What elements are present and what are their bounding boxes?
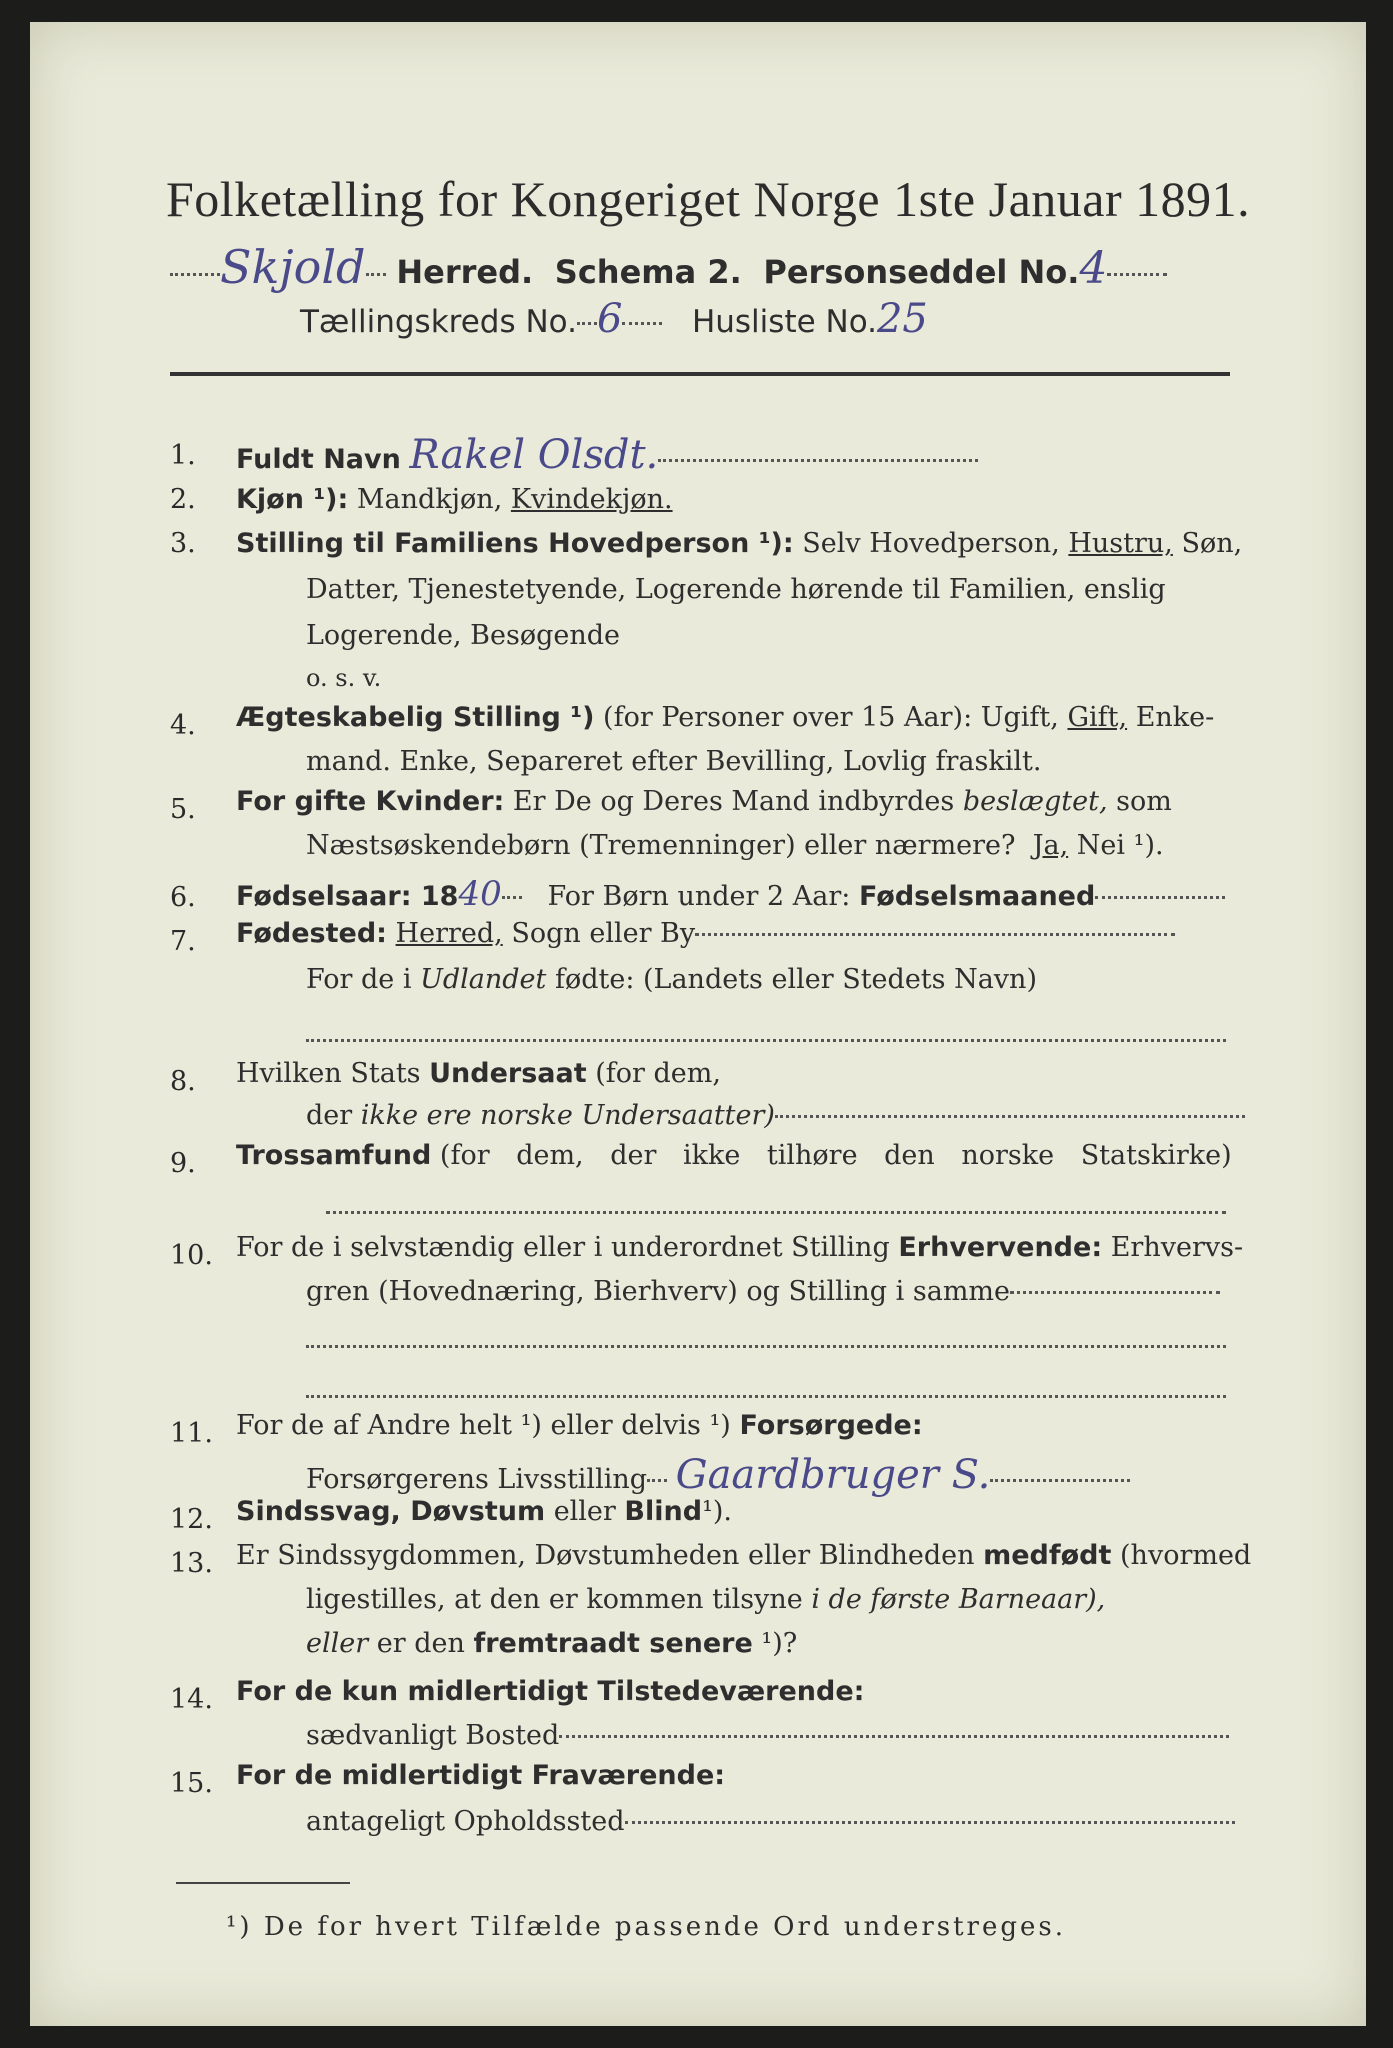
item-text: som	[1116, 786, 1172, 817]
item-line-undersaatter	[306, 1100, 1245, 1131]
item-text-italic: ikke ere norske Undersaatter)	[360, 1100, 775, 1131]
dotted-leader	[306, 1039, 1226, 1042]
item-label: Forsørgede:	[739, 1410, 923, 1441]
item-number: 11.	[170, 1418, 213, 1449]
dotted-leader	[775, 1115, 1245, 1118]
item-text: Erhvervs-	[1110, 1232, 1244, 1263]
item-label: Stilling til Familiens Hovedperson ¹):	[236, 528, 794, 559]
kreds-label: Tællingskreds No.	[300, 304, 577, 340]
birth-year-value: 40	[458, 874, 502, 914]
name-value: Rakel Olsdt.	[409, 432, 659, 478]
item-text: fødte: (Landets eller Stedets Navn)	[554, 964, 1037, 995]
item-fodested	[236, 918, 1175, 949]
item-text: (for dem, der ikke tilhøre den norske Statskirke)	[439, 1140, 1232, 1171]
item-number: 7.	[170, 926, 196, 957]
item-line: antageligt Opholdssted	[306, 1806, 625, 1837]
item-number: 15.	[170, 1768, 213, 1799]
item-label: Fødselsmaaned	[858, 881, 1096, 912]
dotted-leader	[1010, 1291, 1220, 1294]
schema-label: Schema 2.	[554, 253, 742, 291]
header-line-kreds	[300, 296, 928, 342]
item-label: Kjøn ¹):	[236, 484, 349, 515]
item-text-italic: eller	[306, 1628, 369, 1659]
header-divider	[170, 372, 1230, 376]
dotted-leader	[647, 1479, 667, 1482]
footnote-divider	[176, 1882, 350, 1884]
item-number: 5.	[170, 794, 196, 825]
blank-line	[306, 1330, 1226, 1361]
item-tilstedevaerende	[236, 1676, 864, 1707]
blank-line	[306, 1024, 1226, 1055]
item-text: Hvilken Stats	[236, 1058, 421, 1089]
item-text: ligestilles, at den er kommen tilsyne	[306, 1584, 803, 1615]
kreds-value: 6	[596, 296, 623, 342]
item-number: 13.	[170, 1548, 213, 1579]
item-line-udlandet	[306, 964, 1037, 995]
dotted-leader	[306, 1395, 1226, 1398]
item-undersaat	[236, 1058, 721, 1089]
item-text: (for dem,	[595, 1058, 721, 1089]
item-text: er den	[376, 1628, 465, 1659]
underlined-choice: Herred,	[395, 918, 503, 949]
item-stilling	[236, 528, 1242, 559]
personseddel-label: Personseddel No.	[763, 253, 1080, 291]
herred-value: Skjold	[220, 240, 366, 294]
underlined-choice: Gift,	[1067, 702, 1128, 733]
item-number: 12.	[170, 1504, 213, 1535]
item-label: Sindssvag, Døvstum	[236, 1496, 546, 1527]
item-number: 6.	[170, 882, 196, 913]
item-label: Ægteskabelig Stilling ¹)	[236, 702, 595, 733]
item-sindssvag	[236, 1496, 732, 1527]
dotted-leader	[559, 1735, 1229, 1738]
item-fravaerende	[236, 1760, 725, 1791]
footnote: ¹) De for hvert Tilfælde passende Ord understreges.	[226, 1912, 1067, 1942]
item-text: Sogn eller By	[511, 918, 696, 949]
item-line: mand. Enke, Separeret efter Bevilling, Lovlig fraskilt.	[306, 746, 1042, 777]
item-number: 4.	[170, 710, 196, 741]
item-line: gren (Hovednæring, Bierhverv) og Stilling i samme	[306, 1276, 1011, 1307]
item-text: Er De og Deres Mand indbyrdes	[512, 786, 955, 817]
item-line-senere	[306, 1628, 797, 1659]
item-text: Er Sindssygdommen, Døvstumheden eller Blindheden	[236, 1540, 975, 1571]
item-line: Forsørgerens Livsstilling	[306, 1464, 648, 1495]
dotted-leader	[577, 322, 597, 325]
item-label: medfødt	[983, 1540, 1112, 1571]
item-text: Selv Hovedperson,	[802, 528, 1060, 559]
dotted-leader	[306, 1345, 1226, 1348]
item-label: Blind	[624, 1496, 703, 1527]
item-text: der	[306, 1100, 353, 1131]
dotted-leader	[502, 896, 522, 899]
item-label: Erhvervende:	[898, 1232, 1103, 1263]
item-number: 10.	[170, 1240, 213, 1271]
item-label: For gifte Kvinder:	[236, 786, 505, 817]
item-text: Mandkjøn,	[356, 484, 503, 515]
item-label: Trossamfund	[236, 1140, 432, 1171]
item-line: sædvanligt Bosted	[306, 1720, 560, 1751]
item-line: o. s. v.	[306, 664, 382, 692]
item-label: fremtraadt senere	[473, 1628, 753, 1659]
item-trossamfund	[236, 1140, 1232, 1171]
underlined-choice: Hustru,	[1068, 528, 1173, 559]
item-text-italic: beslægtet,	[962, 786, 1108, 817]
item-number: 1.	[170, 440, 196, 471]
dotted-leader	[622, 322, 662, 325]
underlined-choice: Ja,	[1032, 830, 1069, 861]
forsorger-value: Gaardbruger S.	[675, 1452, 991, 1498]
item-text: For de i selvstændig eller i underordnet Stilling	[236, 1232, 890, 1263]
form-title: Folketælling for Kongeriget Norge 1ste Januar 1891.	[166, 171, 1251, 227]
item-text: For de i	[306, 964, 412, 995]
header-line-herred	[170, 240, 1167, 294]
item-number: 8.	[170, 1066, 196, 1097]
dotted-leader	[326, 1211, 1226, 1214]
item-number: 3.	[170, 528, 196, 559]
item-line-ligestilles	[306, 1584, 1105, 1615]
item-line-opholdssted	[306, 1806, 1235, 1837]
item-label: Fødselsaar: 18	[236, 881, 459, 912]
dotted-leader	[366, 273, 386, 276]
item-line: Næstsøskendebørn (Tremenninger) eller nærmere?	[306, 830, 1016, 861]
item-line: Logerende, Besøgende	[306, 620, 620, 651]
item-text: Søn,	[1181, 528, 1243, 559]
dotted-leader	[1095, 896, 1225, 899]
item-number: 14.	[170, 1684, 213, 1715]
personseddel-value: 4	[1079, 243, 1108, 294]
husliste-label: Husliste No.	[691, 304, 877, 340]
underlined-choice: Kvindekjøn.	[510, 484, 673, 515]
item-kjon	[236, 484, 673, 515]
item-line: Datter, Tjenestetyende, Logerende hørende til Familien, enslig	[306, 574, 1166, 605]
item-label: Fuldt Navn	[236, 444, 401, 475]
item-label: For de midlertidigt Fraværende:	[236, 1760, 726, 1791]
dotted-leader	[1107, 273, 1167, 276]
item-text-italic: i de første Barneaar),	[811, 1584, 1106, 1615]
dotted-leader	[658, 459, 978, 462]
dotted-leader	[695, 933, 1175, 936]
item-line-bosted	[306, 1720, 1229, 1751]
item-gifte-kvinder	[236, 786, 1172, 817]
item-text: Enke-	[1135, 702, 1215, 733]
item-text: For de af Andre helt ¹) eller delvis ¹)	[236, 1410, 731, 1441]
item-text-italic: Udlandet	[420, 964, 547, 995]
item-label: Undersaat	[429, 1058, 587, 1089]
blank-line	[326, 1196, 1226, 1227]
item-line-hovednaering	[306, 1276, 1220, 1307]
item-line-livsstilling	[306, 1452, 1130, 1498]
dotted-leader	[625, 1821, 1235, 1824]
item-text: ¹).	[702, 1496, 733, 1527]
item-fuldt-navn	[236, 432, 978, 478]
item-text: For Børn under 2 Aar:	[547, 881, 851, 912]
husliste-value: 25	[876, 296, 928, 342]
item-number: 9.	[170, 1148, 196, 1179]
item-erhverv	[236, 1232, 1243, 1263]
dotted-leader	[990, 1479, 1130, 1482]
dotted-leader	[170, 273, 220, 276]
item-text: ¹)?	[761, 1628, 798, 1659]
item-line-ja-nei	[306, 830, 1164, 861]
item-aegteskab	[236, 702, 1214, 733]
item-forsorgede	[236, 1410, 923, 1441]
item-fodselsaar	[236, 874, 1225, 914]
item-text: eller	[553, 1496, 616, 1527]
herred-label: Herred.	[396, 253, 534, 291]
item-text: Nei ¹).	[1076, 830, 1164, 861]
item-label: Fødested:	[236, 918, 387, 949]
item-medfodt	[236, 1540, 1251, 1571]
blank-line	[306, 1380, 1226, 1411]
item-text: (hvormed	[1120, 1540, 1252, 1571]
item-label: For de kun midlertidigt Tilstedeværende:	[236, 1676, 865, 1707]
item-number: 2.	[170, 484, 196, 515]
item-text: (for Personer over 15 Aar): Ugift,	[603, 702, 1059, 733]
